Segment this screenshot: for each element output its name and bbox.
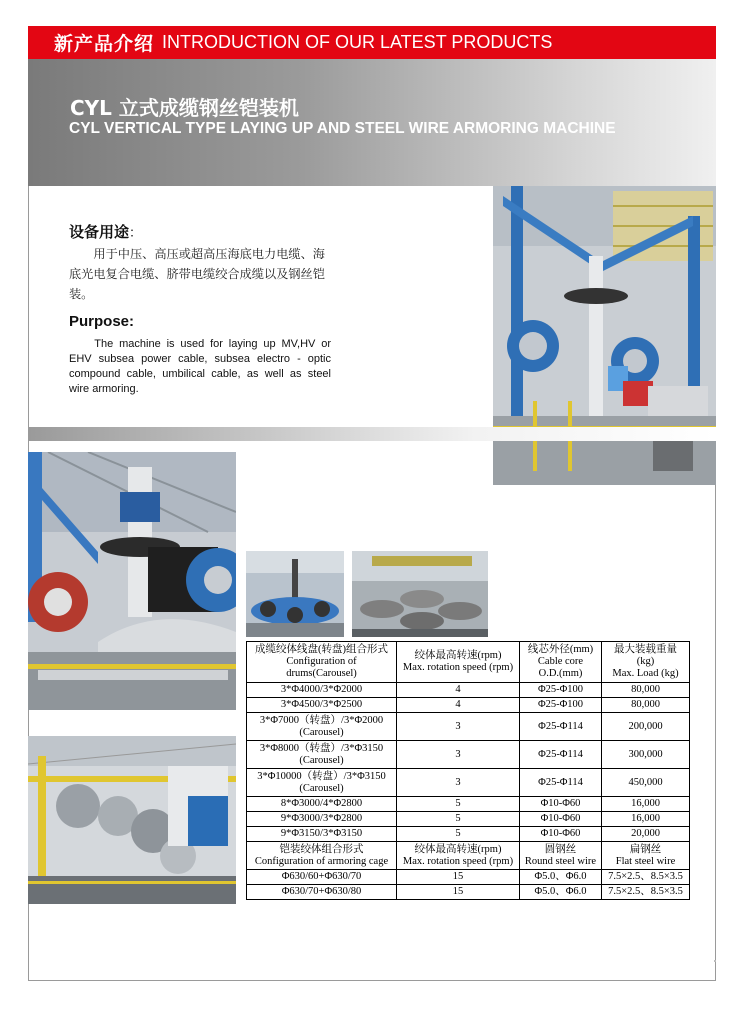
cell-load: 200,000 xyxy=(602,713,690,741)
cell-config: 3*Φ8000（转盘）/3*Φ3150 (Carousel) xyxy=(247,741,397,769)
cell-config: 3*Φ7000（转盘）/3*Φ2000 (Carousel) xyxy=(247,713,397,741)
header-title-cn: 新产品介绍 xyxy=(54,33,155,55)
table-header-row-armoring xyxy=(247,842,690,870)
cell-flat-wire: 7.5×2.5、8.5×3.5 xyxy=(602,870,690,885)
table-row xyxy=(247,683,690,698)
divider-strip xyxy=(28,427,716,441)
table-row xyxy=(247,885,690,900)
cell-flat-wire: 7.5×2.5、8.5×3.5 xyxy=(602,885,690,900)
usage-heading-colon: ： xyxy=(129,226,143,241)
usage-heading-cn: 设备用途： xyxy=(69,223,143,241)
cell-speed: 3 xyxy=(397,713,520,741)
table-row xyxy=(247,698,690,713)
cell-od: Φ25-Φ114 xyxy=(520,713,602,741)
cell-speed: 3 xyxy=(397,769,520,797)
cell-od: Φ25-Φ100 xyxy=(520,683,602,698)
cell-config: 3*Φ4500/3*Φ2500 xyxy=(247,698,397,713)
carousel-photo-1 xyxy=(246,551,344,637)
cell-od: Φ10-Φ60 xyxy=(520,812,602,827)
cell-speed: 3 xyxy=(397,741,520,769)
cell-armoring-config: Φ630/70+Φ630/80 xyxy=(247,885,397,900)
cell-load: 20,000 xyxy=(602,827,690,842)
product-title-en: CYL VERTICAL TYPE LAYING UP AND STEEL WIRE ARMORING MACHINE xyxy=(69,120,616,137)
cell-speed: 5 xyxy=(397,797,520,812)
cell-speed: 4 xyxy=(397,683,520,698)
cell-load: 16,000 xyxy=(602,797,690,812)
table-row xyxy=(247,827,690,842)
header-title-en: INTRODUCTION OF OUR LATEST PRODUCTS xyxy=(162,32,553,52)
cell-load: 450,000 xyxy=(602,769,690,797)
table-row xyxy=(247,797,690,812)
table-row xyxy=(247,713,690,741)
header-armoring-config: 铠装绞体组合形式 Configuration of armoring cage xyxy=(247,842,397,870)
product-title-cn: CYL 立式成缆钢丝铠装机 xyxy=(70,96,299,120)
cell-load: 80,000 xyxy=(602,698,690,713)
cell-speed: 5 xyxy=(397,827,520,842)
cell-od: Φ25-Φ114 xyxy=(520,741,602,769)
cell-config: 9*Φ3150/3*Φ3150 xyxy=(247,827,397,842)
cell-config: 3*Φ10000（转盘）/3*Φ3150 (Carousel) xyxy=(247,769,397,797)
purpose-body: The machine is used for laying up MV,HV or EHV subsea power cable, subsea electro - optic compound cable, umbilical cable, as well as steel wire armoring. xyxy=(69,338,331,395)
purpose-heading: Purpose: xyxy=(69,313,135,330)
header-bar xyxy=(28,26,716,59)
cell-round-wire: Φ5.0、Φ6.0 xyxy=(520,885,602,900)
factory-photo-left-bottom xyxy=(28,736,236,904)
usage-body-cn: 用于中压、高压或超高压海底电力电缆、海底光电复合电缆、脐带电缆绞合成缆以及钢丝铠装。 xyxy=(69,247,325,301)
cell-speed: 5 xyxy=(397,812,520,827)
carousel-photo-2 xyxy=(352,551,488,637)
header-flat-wire: 扁钢丝 Flat steel wire xyxy=(602,842,690,870)
header-armoring-speed: 绞体最高转速(rpm) Max. rotation speed (rpm) xyxy=(397,842,520,870)
cell-round-wire: Φ5.0、Φ6.0 xyxy=(520,870,602,885)
cell-config: 8*Φ3000/4*Φ2800 xyxy=(247,797,397,812)
cell-od: Φ10-Φ60 xyxy=(520,827,602,842)
header-round-wire: 圆钢丝 Round steel wire xyxy=(520,842,602,870)
header-core-od: 线芯外径(mm) Cable core O.D.(mm) xyxy=(520,642,602,683)
cell-load: 80,000 xyxy=(602,683,690,698)
header-speed: 绞体最高转速(rpm) Max. rotation speed (rpm) xyxy=(397,642,520,683)
table-header-row xyxy=(247,642,690,683)
cell-load: 16,000 xyxy=(602,812,690,827)
spec-table xyxy=(246,641,690,900)
machine-photo-left-top xyxy=(28,452,236,710)
header-max-load: 最大装载重量 (kg) Max. Load (kg) xyxy=(602,642,690,683)
cell-speed: 15 xyxy=(397,870,520,885)
table-row xyxy=(247,741,690,769)
cell-config: 9*Φ3000/3*Φ2800 xyxy=(247,812,397,827)
table-row xyxy=(247,769,690,797)
table-row xyxy=(247,812,690,827)
header-config: 成缆绞体线盘(转盘)组合形式 Configuration of drums(Carousel) xyxy=(247,642,397,683)
table-row xyxy=(247,870,690,885)
cell-config: 3*Φ4000/3*Φ2000 xyxy=(247,683,397,698)
corner-mark xyxy=(714,960,716,962)
cell-od: Φ25-Φ114 xyxy=(520,769,602,797)
cell-load: 300,000 xyxy=(602,741,690,769)
cell-speed: 15 xyxy=(397,885,520,900)
cell-speed: 4 xyxy=(397,698,520,713)
cell-od: Φ10-Φ60 xyxy=(520,797,602,812)
cell-armoring-config: Φ630/60+Φ630/70 xyxy=(247,870,397,885)
cell-od: Φ25-Φ100 xyxy=(520,698,602,713)
